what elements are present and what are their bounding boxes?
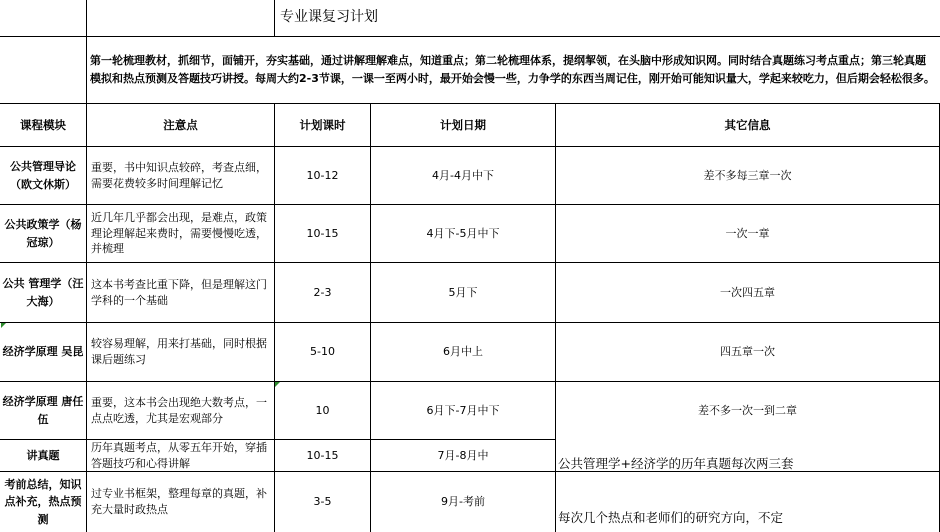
table-row-note[interactable]: 重要，书中知识点较碎，考查点细，需要花费较多时间理解记忆	[91, 160, 267, 190]
table-row-hours[interactable]: 10-12	[306, 168, 339, 182]
table-row-dates[interactable]: 7月-8月中	[437, 448, 489, 462]
table-row-module[interactable]: 经济学原理 吴昆	[2, 345, 84, 359]
table-row-hours[interactable]: 10	[315, 403, 330, 417]
table-row-dates[interactable]: 4月-4月中下	[432, 168, 494, 182]
table-row-dates[interactable]: 6月下-7月中下	[426, 403, 500, 417]
table-row-info[interactable]: 一次四五章	[720, 285, 775, 299]
table-row-note[interactable]: 重要，这本书会出现绝大数考点，一点点吃透，尤其是宏观部分	[91, 395, 267, 425]
table-row-info[interactable]: 差不多一次一到二章	[698, 403, 797, 417]
table-row-hours[interactable]: 10-15	[306, 448, 339, 462]
plan-intro[interactable]: 第一轮梳理教材，抓细节，面铺开，夯实基础，通过讲解理解难点，知道重点；第二轮梳理体系，提纲挈领，在头脑中形成知识网。同时结合真题练习考点重点；第三轮真题模拟和热点预测及答题技巧讲授。每周大约2-3节课，一课一至两小时，最开始会慢一些，力争学的东西当周记住，刚开始可能知识量大，学起来较吃力，但后期会轻松很多。	[90, 53, 935, 85]
table-row-module[interactable]: 经济学原理 唐任伍	[2, 395, 84, 426]
table-row-note[interactable]: 较容易理解，用来打基础，同时根据课后题练习	[91, 337, 267, 366]
table-row-dates[interactable]: 5月下	[448, 285, 478, 299]
header-hours[interactable]: 计划课时	[299, 117, 346, 132]
table-row-hours[interactable]: 2-3	[313, 285, 332, 299]
table-row-info[interactable]: 一次一章	[725, 226, 770, 240]
table-row-hours[interactable]: 5-10	[310, 345, 335, 359]
header-module[interactable]: 课程模块	[20, 117, 66, 132]
table-row-note[interactable]: 历年真题考点，从零五年开始，穿插答题技巧和心得讲解	[91, 440, 267, 470]
table-row-info[interactable]: 四五章一次	[720, 345, 775, 359]
table-row-dates[interactable]: 9月-考前	[441, 495, 485, 509]
table-row-module[interactable]: 考前总结，知识点补充，热点预测	[4, 478, 82, 526]
table-row-info[interactable]: 每次几个热点和老师们的研究方向，不定	[558, 510, 784, 525]
table-row-note[interactable]: 过专业书框架，整理每章的真题，补充大量时政热点	[91, 487, 267, 516]
header-notes[interactable]: 注意点	[163, 117, 198, 132]
table-row-dates[interactable]: 6月中上	[443, 345, 483, 359]
table-row-module[interactable]: 公共管理导论（欧文休斯）	[10, 160, 76, 191]
table-row-module[interactable]: 公共政策学（杨冠琼）	[4, 218, 82, 249]
table-row-hours[interactable]: 10-15	[306, 226, 339, 240]
table-row-module[interactable]: 公共 管理学（汪大海）	[2, 277, 84, 308]
header-dates[interactable]: 计划日期	[440, 117, 486, 132]
table-row-dates[interactable]: 4月下-5月中下	[426, 226, 500, 240]
header-other-info[interactable]: 其它信息	[724, 117, 771, 132]
table-row-module[interactable]: 讲真题	[26, 448, 60, 462]
table-row-note[interactable]: 这本书考查比重下降，但是理解这门学科的一个基础	[91, 277, 267, 307]
table-row-info[interactable]: 差不多每三章一次	[703, 168, 792, 182]
table-row-hours[interactable]: 3-5	[313, 495, 332, 509]
table-row-note[interactable]: 近几年几乎都会出现，是难点，政策理论理解起来费时，需要慢慢吃透，并梳理	[91, 210, 267, 256]
sheet-title[interactable]: 专业课复习计划	[280, 9, 378, 26]
table-row-info[interactable]: 公共管理学+经济学的历年真题每次两三套	[558, 455, 794, 471]
